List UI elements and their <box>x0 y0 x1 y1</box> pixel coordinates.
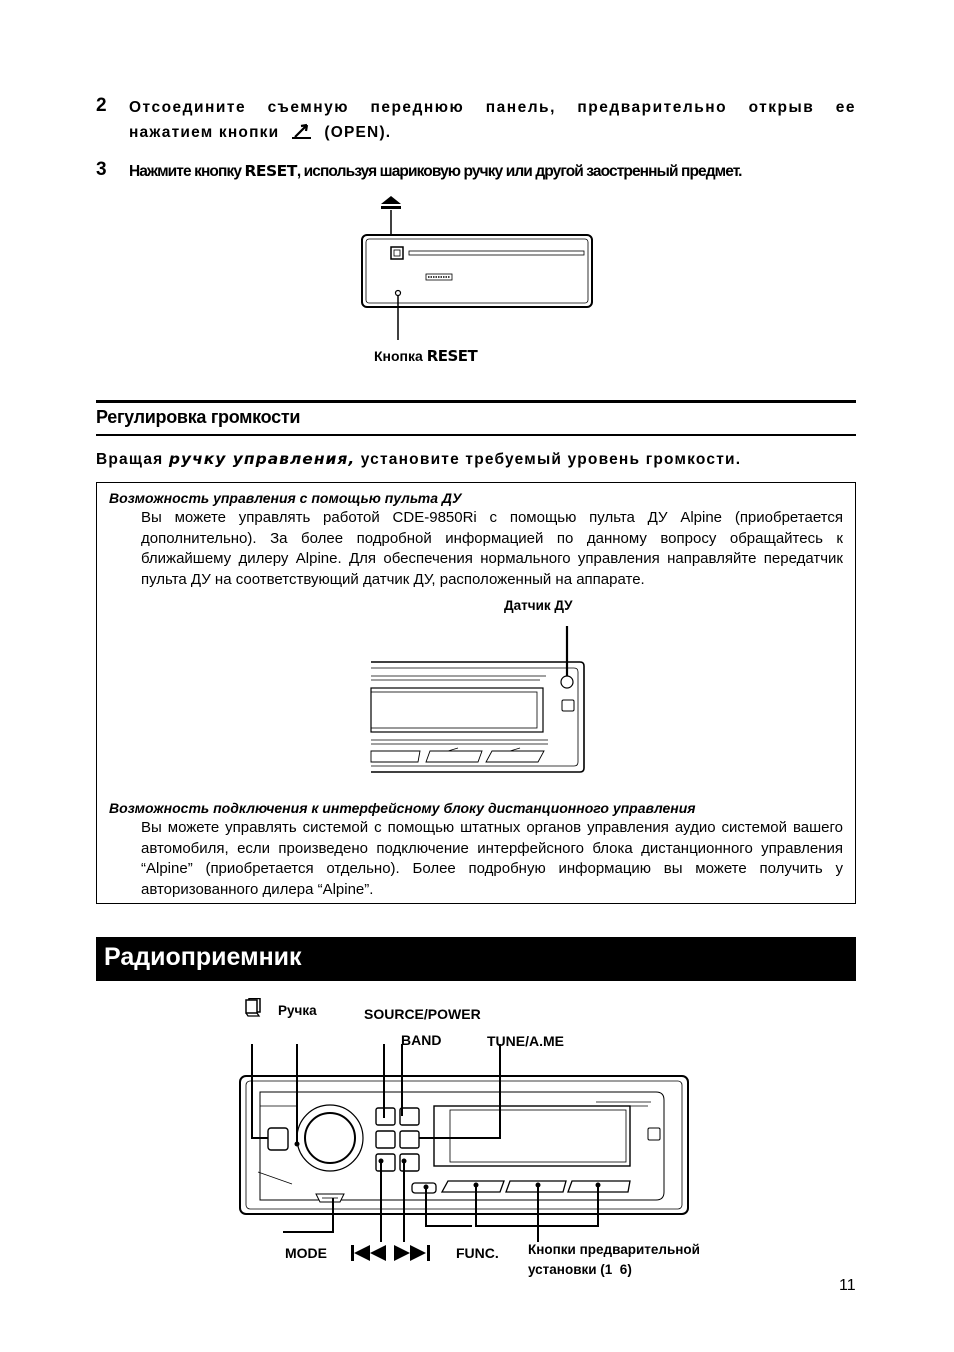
cd-slot <box>409 251 584 255</box>
presets-label-line-1: Кнопки предварительной <box>528 1242 700 1257</box>
step-3-pre: Нажмите кнопку <box>129 163 245 180</box>
step-3-number: 3 <box>96 159 107 180</box>
remote-sensor <box>561 676 573 688</box>
rotary-knob <box>305 1113 355 1163</box>
func-label: FUNC. <box>456 1245 499 1261</box>
step-2-line-1: Отсоедините съемную переднюю панель, предварительно открыв ее <box>129 99 856 116</box>
open-icon <box>291 122 313 138</box>
step-2-number: 2 <box>96 95 107 116</box>
interface-note-title: Возможность подключения к интерфейсному блоку дистанционного управления <box>109 800 696 816</box>
radio-unit-figure <box>236 1044 692 1250</box>
next-track-icon <box>394 1245 432 1266</box>
volume-instruction <box>96 450 741 469</box>
mode-label: MODE <box>285 1245 327 1261</box>
source-button <box>376 1108 395 1125</box>
step-2-line-2-pre: нажатием кнопки <box>129 124 280 141</box>
volume-instr-pre: Вращая <box>96 451 169 468</box>
sensor-button <box>648 1128 660 1140</box>
step-3-text <box>129 159 869 184</box>
radio-banner-title: Радиоприемник <box>104 943 302 971</box>
knob-label: Ручка <box>278 1003 317 1018</box>
prev-track-icon <box>351 1245 389 1266</box>
tune-button <box>376 1131 395 1148</box>
remote-note-title: Возможность управления с помощью пульта ДУ <box>109 490 462 506</box>
page-number: 11 <box>839 1277 856 1294</box>
mute-button <box>400 1131 419 1148</box>
eject-button <box>391 247 403 259</box>
reset-figure <box>355 188 600 348</box>
display-window <box>371 688 543 732</box>
source-power-label: SOURCE/POWER <box>364 1006 481 1022</box>
volume-heading: Регулировка громкости <box>96 407 301 427</box>
volume-instr-knob: ручку управления, <box>168 450 356 468</box>
remote-note-text: Вы можете управлять работой CDE-9850Ri с помощью пульта ДУ Alpine (приобретается дополнительно). За более подробной информацией по данному вопросу обращайтесь к ближайшему дилеру Alpine. Для обеспечения нормального управления направляйте передатчик пульта ДУ на соответствующий датчик ДУ, расположенный на аппарате. <box>141 509 843 588</box>
sensor-label: Датчик ДУ <box>504 598 573 613</box>
knob-side-button <box>268 1128 288 1150</box>
volume-instr-post: установите требуемый уровень громкости. <box>355 451 742 468</box>
step-2-line-2 <box>129 120 529 145</box>
cd-unit-body <box>362 235 592 307</box>
reset-button-label <box>374 347 477 365</box>
step-3-reset-word: RESET <box>244 162 297 180</box>
eject-icon <box>381 196 401 209</box>
knob-icon <box>244 998 264 1023</box>
radio-banner <box>96 937 856 981</box>
reset-label-word: RESET <box>426 347 478 365</box>
presets-label-line-2: установки (1 6) <box>528 1262 632 1277</box>
reset-label-pre: Кнопка <box>374 348 427 364</box>
display-panel <box>434 1106 630 1166</box>
prev-button <box>376 1154 395 1171</box>
step-2-line-2-post: (OPEN). <box>324 124 392 141</box>
band-label: BAND <box>401 1032 442 1048</box>
reset-button-hole <box>396 291 401 296</box>
interface-note-text: Вы можете управлять системой с помощью штатных органов управления аудио системой вашего автомобиля, если произведено подключение интерфейсного блока дистанционного управления “Alpine” (приобретается отдельно). Более подробную информацию вы можете получить у авторизованного дилера “Alpine”. <box>141 819 843 898</box>
section-rule-bottom <box>96 434 856 436</box>
section-rule-top <box>96 400 856 403</box>
preset-buttons-1-2 <box>442 1181 504 1192</box>
tune-label: TUNE/A.ME <box>487 1033 564 1049</box>
step-3-post: , используя шариковую ручку или другой заостренный предмет. <box>296 163 742 180</box>
remote-sensor-figure <box>368 620 588 780</box>
